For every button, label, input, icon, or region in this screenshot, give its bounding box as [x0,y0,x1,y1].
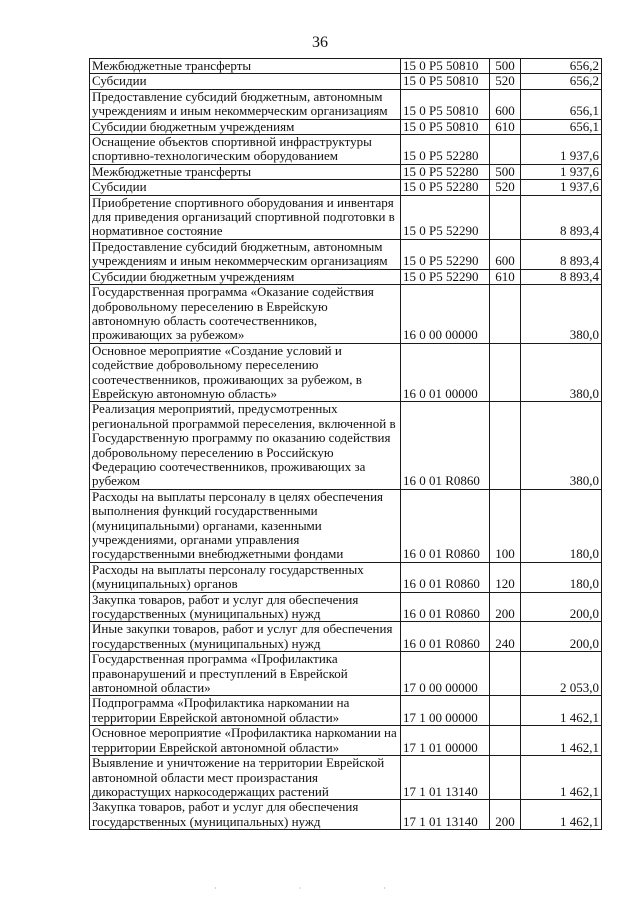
table-row [90,652,602,696]
row-code-cell: 15 0 Р5 52280 [401,164,490,179]
row-sum-cell: 8 893,4 [521,195,602,239]
row-code-cell: 16 0 01 00000 [401,343,490,402]
table-row [90,269,602,284]
table-row [90,696,602,726]
row-sum-cell: 8 893,4 [521,269,602,284]
row-sum-cell: 656,2 [521,59,602,74]
row-expense-type-cell: 610 [490,269,521,284]
table-row [90,489,602,562]
row-expense-type-cell: 600 [490,89,521,119]
table-row [90,119,602,134]
table-row [90,592,602,622]
row-name-cell: Основное мероприятие «Создание условий и содействие добровольному переселению соотечественников, проживающих за рубежом, в Еврейскую автономную область» [90,343,401,402]
row-code-cell: 16 0 01 R0860 [401,562,490,592]
row-expense-type-cell [490,343,521,402]
row-code-cell: 16 0 01 R0860 [401,489,490,562]
row-expense-type-cell [490,195,521,239]
table-row [90,74,602,89]
row-name-cell: Субсидии [90,180,401,195]
row-sum-cell: 380,0 [521,343,602,402]
table-row [90,59,602,74]
row-expense-type-cell [490,402,521,489]
row-expense-type-cell [490,726,521,756]
row-expense-type-cell: 500 [490,164,521,179]
table-row [90,800,602,830]
row-expense-type-cell [490,652,521,696]
row-name-cell: Расходы на выплаты персоналу государственных (муниципальных) органов [90,562,401,592]
row-code-cell: 15 0 Р5 52290 [401,269,490,284]
row-expense-type-cell [490,696,521,726]
row-expense-type-cell: 200 [490,592,521,622]
row-code-cell: 17 1 01 13140 [401,756,490,800]
row-expense-type-cell: 610 [490,119,521,134]
row-expense-type-cell: 200 [490,800,521,830]
row-code-cell: 17 0 00 00000 [401,652,490,696]
row-name-cell: Иные закупки товаров, работ и услуг для обеспечения государственных (муниципальных) нужд [90,622,401,652]
table-row [90,285,602,344]
row-code-cell: 15 0 Р5 52290 [401,239,490,269]
row-name-cell: Подпрограмма «Профилактика наркомании на территории Еврейской автономной области» [90,696,401,726]
row-name-cell: Субсидии бюджетным учреждениям [90,119,401,134]
row-sum-cell: 8 893,4 [521,239,602,269]
budget-table [89,58,602,830]
row-name-cell: Оснащение объектов спортивной инфраструктуры спортивно-технологическим оборудованием [90,135,401,165]
row-sum-cell: 380,0 [521,402,602,489]
row-name-cell: Закупка товаров, работ и услуг для обеспечения государственных (муниципальных) нужд [90,592,401,622]
row-expense-type-cell: 520 [490,74,521,89]
table-row [90,135,602,165]
row-expense-type-cell: 240 [490,622,521,652]
row-sum-cell: 656,2 [521,74,602,89]
row-expense-type-cell: 520 [490,180,521,195]
row-name-cell: Реализация мероприятий, предусмотренных региональной программой переселения, включенной в Государственную программу по оказанию содействия добровольному переселению в Российскую Федерацию соотечественников, проживающих за рубежом [90,402,401,489]
page-number: 36 [312,34,328,51]
row-name-cell: Субсидии бюджетным учреждениям [90,269,401,284]
row-sum-cell: 1 462,1 [521,800,602,830]
row-sum-cell: 180,0 [521,562,602,592]
table-row [90,622,602,652]
row-expense-type-cell [490,756,521,800]
row-sum-cell: 656,1 [521,89,602,119]
table-row [90,195,602,239]
budget-table-body [90,59,602,830]
row-name-cell: Расходы на выплаты персоналу в целях обеспечения выполнения функций государственными (муниципальными) органами, казенными учреждениями, органами управления государственными внебюджетными фондами [90,489,401,562]
row-name-cell: Субсидии [90,74,401,89]
row-code-cell: 15 0 Р5 50810 [401,74,490,89]
table-row [90,726,602,756]
row-name-cell: Предоставление субсидий бюджетным, автономным учреждениям и иным некоммерческим организациям [90,239,401,269]
row-code-cell: 15 0 Р5 50810 [401,59,490,74]
row-sum-cell: 1 937,6 [521,180,602,195]
row-name-cell: Выявление и уничтожение на территории Еврейской автономной области мест произрастания дикорастущих наркосодержащих растений [90,756,401,800]
table-row [90,164,602,179]
row-code-cell: 16 0 01 R0860 [401,592,490,622]
row-sum-cell: 200,0 [521,592,602,622]
row-expense-type-cell: 120 [490,562,521,592]
row-expense-type-cell: 100 [490,489,521,562]
table-row [90,562,602,592]
row-name-cell: Приобретение спортивного оборудования и инвентаря для приведения организаций спортивной подготовки в нормативное состояние [90,195,401,239]
table-row [90,89,602,119]
row-code-cell: 16 0 01 R0860 [401,402,490,489]
row-name-cell: Межбюджетные трансферты [90,164,401,179]
row-code-cell: 17 1 00 00000 [401,696,490,726]
table-row [90,180,602,195]
row-expense-type-cell: 600 [490,239,521,269]
row-code-cell: 17 1 01 00000 [401,726,490,756]
row-sum-cell: 2 053,0 [521,652,602,696]
row-sum-cell: 180,0 [521,489,602,562]
row-name-cell: Предоставление субсидий бюджетным, автономным учреждениям и иным некоммерческим организациям [90,89,401,119]
table-row [90,402,602,489]
row-code-cell: 15 0 Р5 52280 [401,180,490,195]
table-row [90,343,602,402]
table-row [90,239,602,269]
row-code-cell: 15 0 Р5 52280 [401,135,490,165]
row-code-cell: 16 0 01 R0860 [401,622,490,652]
table-row [90,756,602,800]
row-expense-type-cell [490,285,521,344]
row-sum-cell: 200,0 [521,622,602,652]
row-sum-cell: 1 937,6 [521,135,602,165]
row-sum-cell: 1 462,1 [521,726,602,756]
row-name-cell: Закупка товаров, работ и услуг для обеспечения государственных (муниципальных) нужд [90,800,401,830]
row-sum-cell: 656,1 [521,119,602,134]
row-sum-cell: 380,0 [521,285,602,344]
row-expense-type-cell [490,135,521,165]
row-sum-cell: 1 937,6 [521,164,602,179]
row-code-cell: 15 0 Р5 50810 [401,119,490,134]
row-code-cell: 16 0 00 00000 [401,285,490,344]
row-code-cell: 17 1 01 13140 [401,800,490,830]
row-code-cell: 15 0 Р5 50810 [401,89,490,119]
row-name-cell: Основное мероприятие «Профилактика наркомании на территории Еврейской автономной области» [90,726,401,756]
row-name-cell: Государственная программа «Оказание содействия добровольному переселению в Еврейскую автономную область соотечественников, проживающих за рубежом» [90,285,401,344]
row-name-cell: Государственная программа «Профилактика правонарушений и преступлений в Еврейской автономной области» [90,652,401,696]
row-expense-type-cell: 500 [490,59,521,74]
row-name-cell: Межбюджетные трансферты [90,59,401,74]
row-sum-cell: 1 462,1 [521,696,602,726]
row-code-cell: 15 0 Р5 52290 [401,195,490,239]
row-sum-cell: 1 462,1 [521,756,602,800]
scan-artifact-dots: · · · [214,884,426,893]
